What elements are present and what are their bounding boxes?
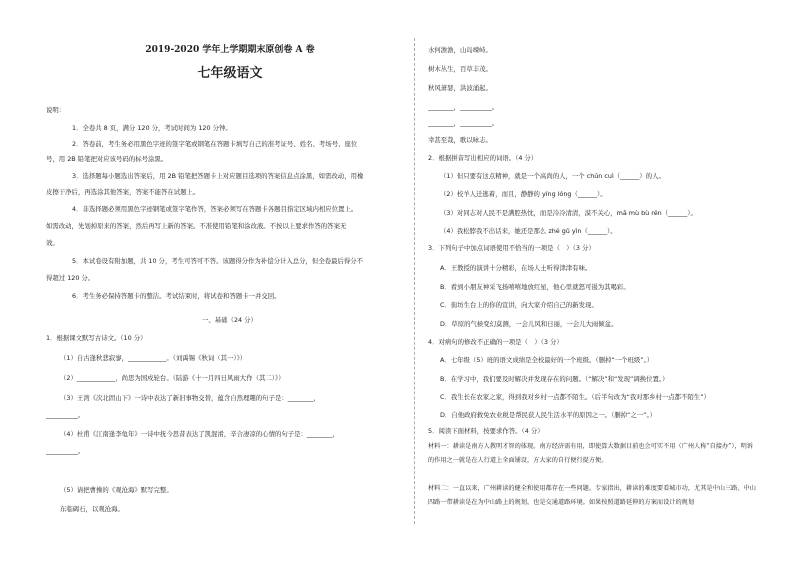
question-5: 5．阅读下面材料，按要求作答。（4 分） — [428, 427, 544, 435]
poem-line-2: 水何澹澹，山岛竦峙。 — [428, 46, 492, 54]
question-2-2: （2）校羊人迁逃着，而且，静静的 yíng lóng（______）。 — [440, 190, 607, 198]
poem-line-end: 幸甚至哉，歌以咏志。 — [428, 136, 492, 144]
question-2-1: （1）但只要有这点精神，就是一个高尚的人，一个 chún cuì（______）的人。 — [440, 172, 665, 180]
question-3-a: A．王教授的演讲十分精彩，在场人士听得津津有味。 — [440, 264, 592, 272]
question-1-3: （3）王湾《次北固山下》一诗中表达了新旧事物交替，蕴含自然理趣的句子是：________， — [60, 394, 320, 402]
instruction-4b: 如需改动，先划掉原来的答案，然后再写上新的答案。不准使用铅笔和涂改液。不按以上要求作答的答案无 — [46, 222, 347, 230]
instructions-heading: 说明： — [46, 106, 66, 114]
question-3-c: C．街坊生台上的你的宣讲，向大家介绍自己的新发现。 — [440, 301, 598, 309]
instruction-2a: 2．答卷前，考生务必用黑色字迹的签字笔或钢笔在答题卡填写自己的准考证号、姓名、考场号、座位 — [72, 140, 358, 148]
question-4-d: D．自他政府救免农业税是帮民获人民生活水平的原因之一。（删掉“之一”。） — [440, 411, 657, 419]
question-1-4b: __________。 — [46, 447, 85, 455]
question-2: 2．根据拼音写出相应的词语。（4 分） — [428, 154, 538, 162]
question-1-2: （2）____________，尚思为国戍轮台。（陆游《十一月四日风雨大作（其二）》） — [60, 374, 285, 382]
question-1-5: （5）请把曹操的《观沧海》默写完整。 — [60, 486, 173, 494]
instruction-4c: 效。 — [46, 239, 59, 247]
poem-line-3: 树木丛生，百草丰茂。 — [428, 65, 492, 73]
column-divider — [414, 38, 415, 524]
section-heading: 一、基础（24 分） — [202, 316, 257, 324]
poem-blank-2: ________，__________。 — [428, 119, 499, 127]
subject-title: 七年级语文 — [197, 66, 263, 81]
question-1-3b: __________。 — [46, 411, 85, 419]
instruction-5b: 得超过 120 分。 — [46, 274, 95, 282]
question-2-3: （3）对同志对人民不是满腔热忱，而是冷冷清清，漠不关心，mā mù bù rén（______）。 — [440, 209, 697, 217]
poem-blank-1: ________，__________。 — [428, 103, 499, 111]
instruction-3a: 3．选择题每小题选出答案后，用 2B 铅笔把答题卡上对应题目选项的答案信息点涂黑，如需改动，用橡 — [72, 172, 364, 180]
question-1-4: （4）杜甫《江南逢李龟年》一诗中抚今思昔表达了凯混淆，辛合凄凉的心情的句子是：________， — [60, 430, 339, 438]
question-3-b: B．看到小朋友神采飞扬嘻嘻地放红星，他心里就怒可遏为其喝彩。 — [440, 283, 630, 291]
question-1: 1．根据课文默写古诗文。（10 分） — [46, 334, 147, 342]
question-4-b: B．在学习中，我们要及时解决并发现存在的问题。（“解决”和“发现”调换位置。） — [440, 375, 669, 383]
exam-title: 2019-2020 学年上学期期末原创卷 A 卷 — [145, 45, 315, 55]
instruction-4a: 4．非选择题必须用黑色字迹钢笔或签字笔作答，答案必须写在答题卡各题目指定区域内相应位置上。 — [72, 205, 358, 213]
question-3: 3．下列句子中加点词语使用不恰当的一项是（ ）（3 分） — [428, 244, 595, 252]
poem-line-4: 秋风萧瑟，洪波涌起。 — [428, 84, 492, 92]
question-1-1: （1）自古逢秋悲寂寥，____________。（刘禹锡《秋词（其一）》） — [60, 354, 247, 362]
instruction-5a: 5．本试卷设有附加题，共 10 分，考生可答可不答。该题得分作为补偿分计入总分，但全卷最后得分不 — [72, 257, 364, 265]
question-3-d: D．草原的气候变幻莫测，一会儿风和日丽，一会儿大雨倾盆。 — [440, 320, 618, 328]
material-1: 材料一：耕读是南方人教明才智的体现。南方经济需有用，即使算大数据目前也会可实不用（广州人称“自接办”），明诉的作用之一就是在人行道上全面铺设，方大家的自行便行提方便。 — [428, 443, 753, 464]
instruction-2b: 号，用 2B 铅笔把对应该号码的标号涂黑。 — [46, 155, 168, 163]
question-4-a: A．七年级（5）班的语文成绩是全校最好的一个班级。（删掉“一个班级”。） — [440, 356, 654, 364]
instruction-3b: 皮擦干净后，再选涂其他答案，答案不能答在试题上。 — [46, 188, 200, 196]
question-2-4: （4）我松脖我不出话来，她还是那么 zhé gǔ yìn（______）。 — [440, 227, 617, 235]
material-2: 材料二：一直以来，广州耕读的健全和使用都存在一些问题。专家指出，耕读的难度要看城市功，尤其是中山三路、中山四路一带耕读是在为中山路上的规划，也是交通道路环境。如果按照道路延伸的方案而设计的规划 — [428, 485, 756, 506]
instruction-6: 6．考生务必保持答题卡的整洁。考试结束时，将试卷和答题卡一并交回。 — [72, 292, 281, 300]
question-4: 4．对病句的修改不正确的一项是（ ）（3 分） — [428, 338, 563, 346]
poem-line-1: 东临碣石，以观沧海。 — [60, 505, 124, 513]
instruction-1: 1．全卷共 8 页，满分 120 分，考试时间为 120 分钟。 — [72, 124, 232, 132]
question-4-c: C．我生长在农家之家，得到我对乡村一点都不陌生。（后半句改为“我对那乡村一点都不陌生”） — [440, 393, 710, 401]
